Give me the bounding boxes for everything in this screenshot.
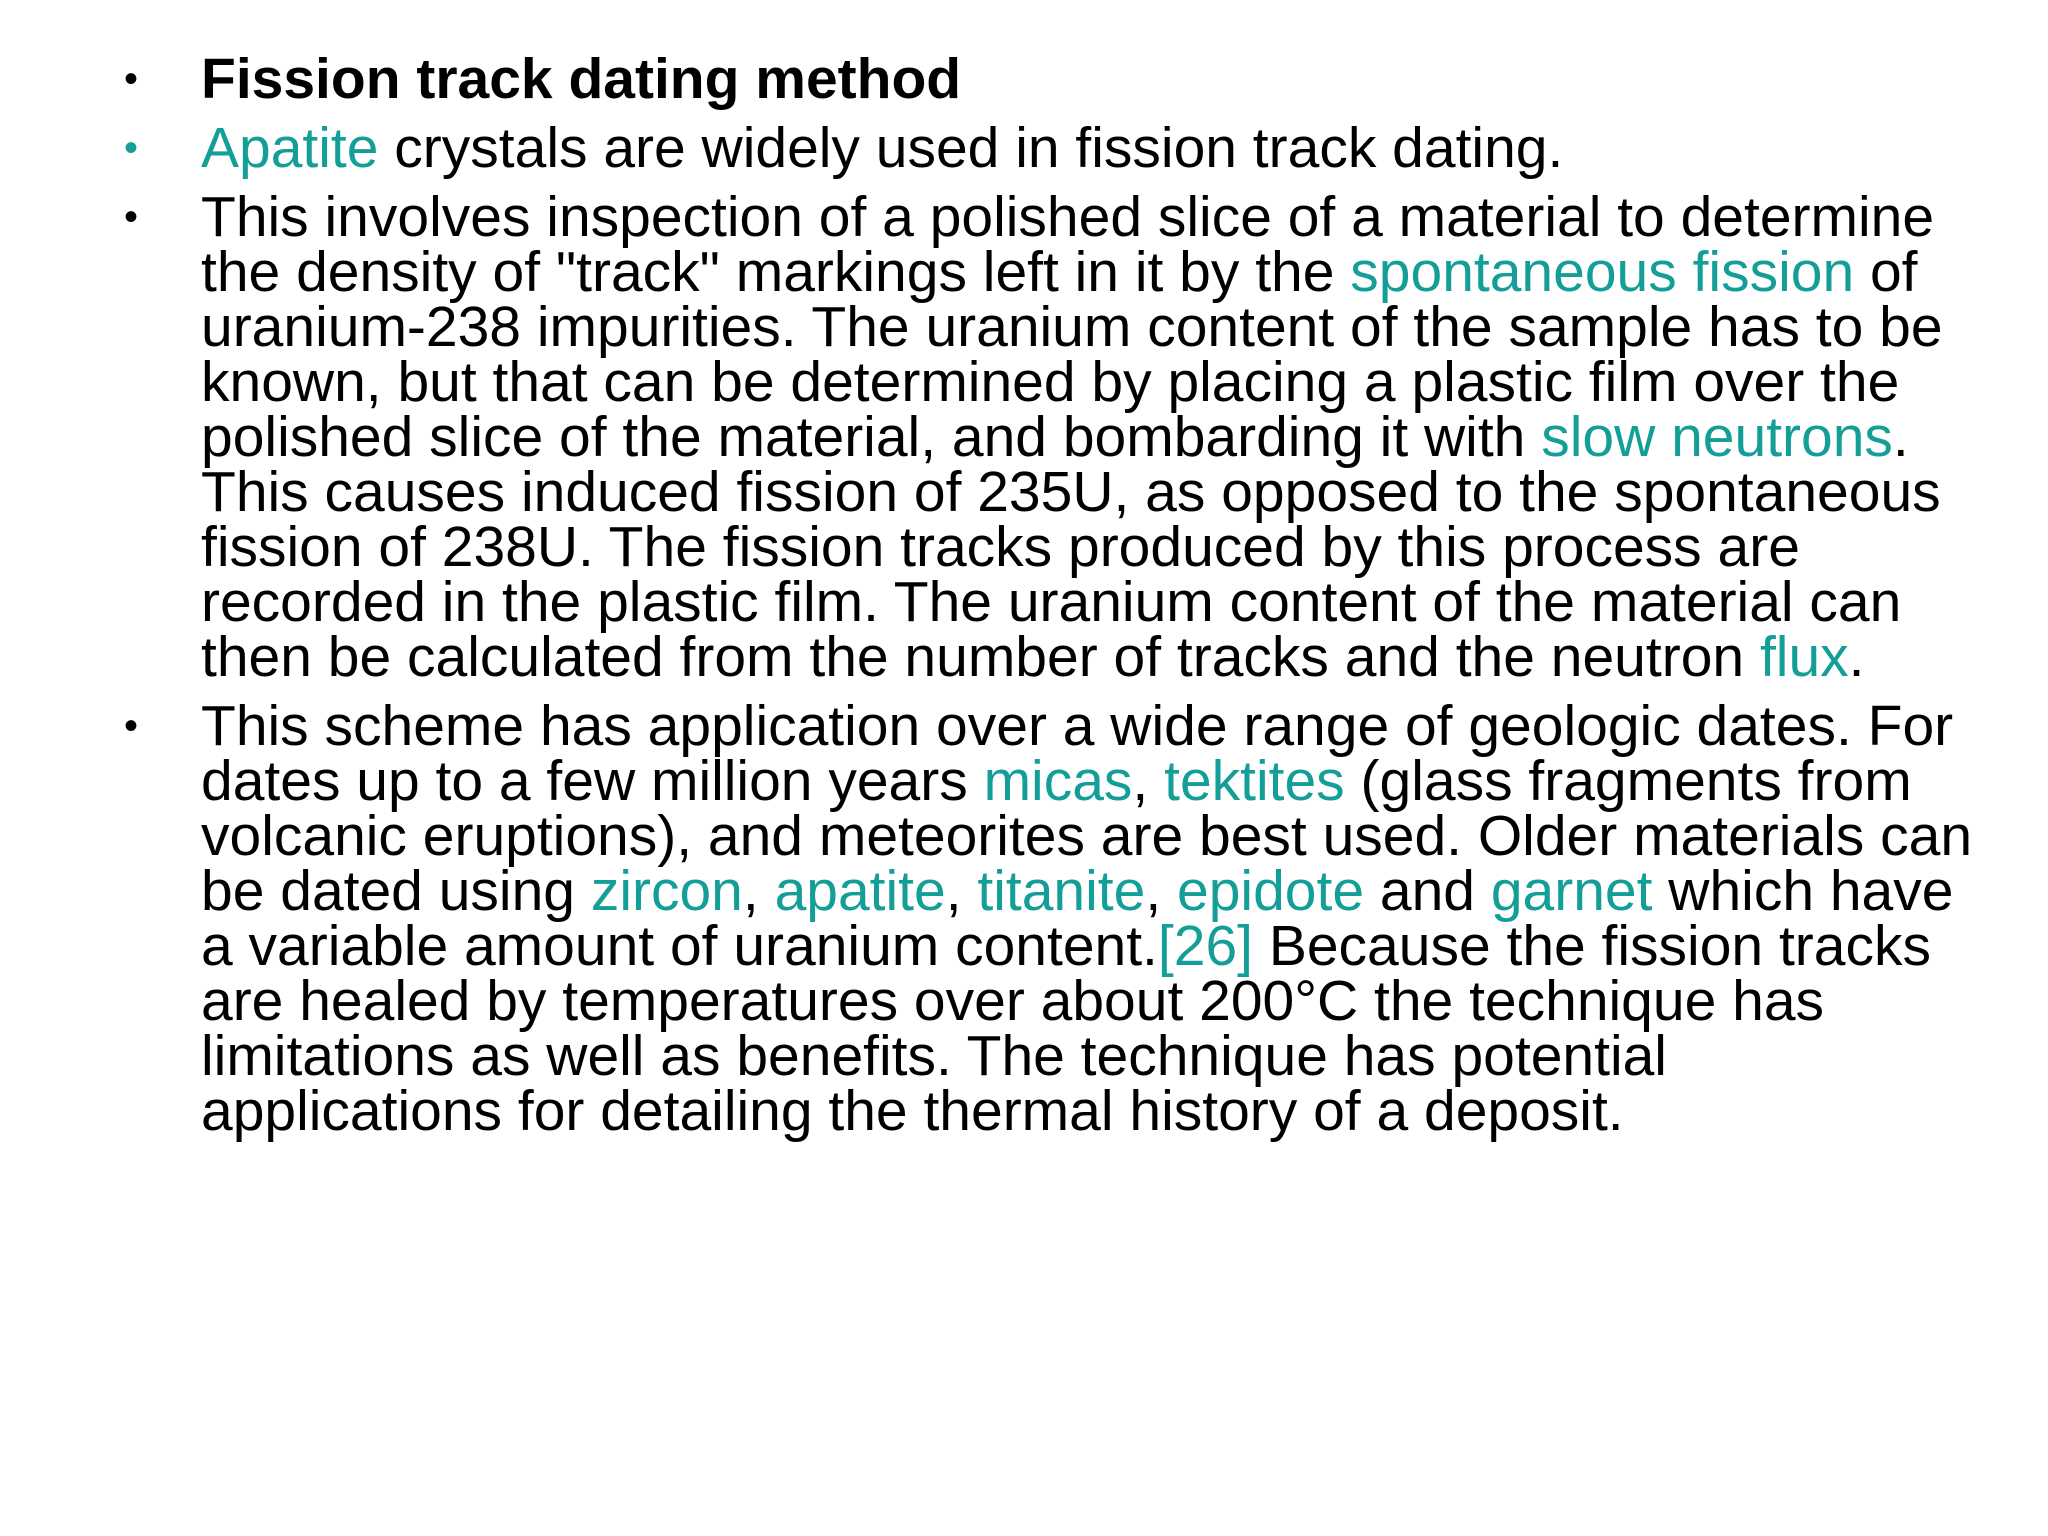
heading-text: Fission track dating method — [201, 47, 962, 111]
link-slow-neutrons[interactable]: slow neutrons — [1541, 405, 1893, 469]
bullet-dot-icon: • — [124, 57, 139, 101]
bullet-text: . — [1848, 625, 1865, 689]
link-micas[interactable]: micas — [983, 749, 1133, 813]
bullet-text: This scheme has application over a wide range of geologic dates. For dates up to a few million years — [201, 694, 1954, 813]
bullet-application — [120, 694, 1980, 1143]
link-epidote[interactable]: epidote — [1177, 859, 1365, 923]
link-garnet[interactable]: garnet — [1490, 859, 1653, 923]
bullet-dot-icon: • — [124, 195, 139, 239]
bullet-heading — [120, 47, 1980, 111]
link-flux[interactable]: flux — [1759, 625, 1849, 689]
link-tektites[interactable]: tektites — [1164, 749, 1345, 813]
link-apatite-2[interactable]: apatite — [774, 859, 946, 923]
link-reference-26[interactable]: [26] — [1157, 914, 1253, 978]
bullet-inspection — [120, 185, 1980, 689]
bullet-text: and — [1364, 859, 1491, 923]
bullet-list — [120, 47, 1980, 1153]
separator: , — [1132, 749, 1165, 813]
link-apatite[interactable]: Apatite — [201, 116, 379, 180]
link-zircon[interactable]: zircon — [590, 859, 743, 923]
bullet-text: This involves inspection of a polished slice of a material to determine the density of "track" markings left in it by the — [201, 185, 1935, 304]
bullet-dot-icon: • — [124, 704, 139, 748]
bullet-text: . This causes induced fission of 235U, as opposed to the spontaneous fission of 238U. The fission tracks produced by this process are recorded in the plastic film. The uranium content of the material can then be calculated from the number of tracks and the neutron — [201, 405, 1941, 689]
link-titanite[interactable]: titanite — [977, 859, 1146, 923]
bullet-text: of uranium-238 impurities. The uranium content of the sample has to be known, but that can be determined by placing a plastic film over the polished slice of the material, and bombarding it with — [201, 240, 1943, 469]
bullet-text: Because the fission tracks are healed by temperatures over about 200°C the technique has limitations as well as benefits. The technique has potential applications for detailing the thermal history of a deposit. — [201, 914, 1931, 1143]
bullet-dot-icon: • — [124, 126, 139, 170]
separator: , — [945, 859, 978, 923]
separator: , — [742, 859, 775, 923]
link-spontaneous-fission[interactable]: spontaneous fission — [1350, 240, 1855, 304]
bullet-apatite — [120, 116, 1980, 180]
bullet-text: (glass fragments from volcanic eruptions), and meteorites are best used. Older materials can be dated using — [201, 749, 1973, 923]
bullet-text: crystals are widely used in fission track dating. — [378, 116, 1564, 180]
separator: , — [1145, 859, 1178, 923]
bullet-text: which have a variable amount of uranium content. — [201, 859, 1954, 978]
